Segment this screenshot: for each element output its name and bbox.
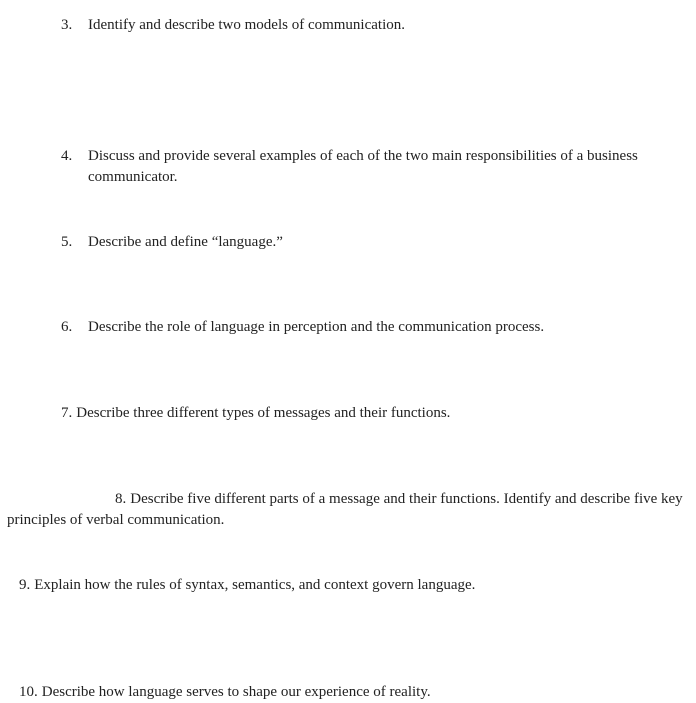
question-number: 7.: [61, 405, 73, 421]
question-7: [61, 403, 450, 424]
question-number: 10.: [19, 684, 38, 700]
question-text: Discuss and provide several examples of each of the two main responsibilities of a business communicator.: [88, 148, 638, 185]
question-text: Describe three different types of messages and their functions.: [76, 405, 451, 421]
question-text: Describe how language serves to shape our experience of reality.: [41, 684, 431, 700]
question-number: 4.: [61, 148, 73, 164]
question-number: 3.: [61, 17, 73, 33]
question-text: Identify and describe two models of communication.: [88, 17, 405, 33]
question-number: 9.: [19, 577, 31, 593]
question-number: 8.: [115, 491, 127, 507]
question-text: Explain how the rules of syntax, semantics, and context govern language.: [34, 577, 476, 593]
question-8: [7, 489, 691, 531]
question-text: Describe the role of language in perception and the communication process.: [88, 319, 545, 335]
question-3: [61, 15, 688, 36]
question-4: [61, 146, 688, 188]
question-text: Describe and define “language.”: [88, 234, 283, 250]
question-number: 5.: [61, 234, 73, 250]
question-number: 6.: [61, 319, 73, 335]
question-text: Describe five different parts of a message and their functions. Identify and describe five key principles of verbal communication.: [7, 491, 683, 528]
question-9: [19, 575, 475, 596]
question-5: [61, 232, 688, 253]
question-6: [61, 317, 688, 338]
